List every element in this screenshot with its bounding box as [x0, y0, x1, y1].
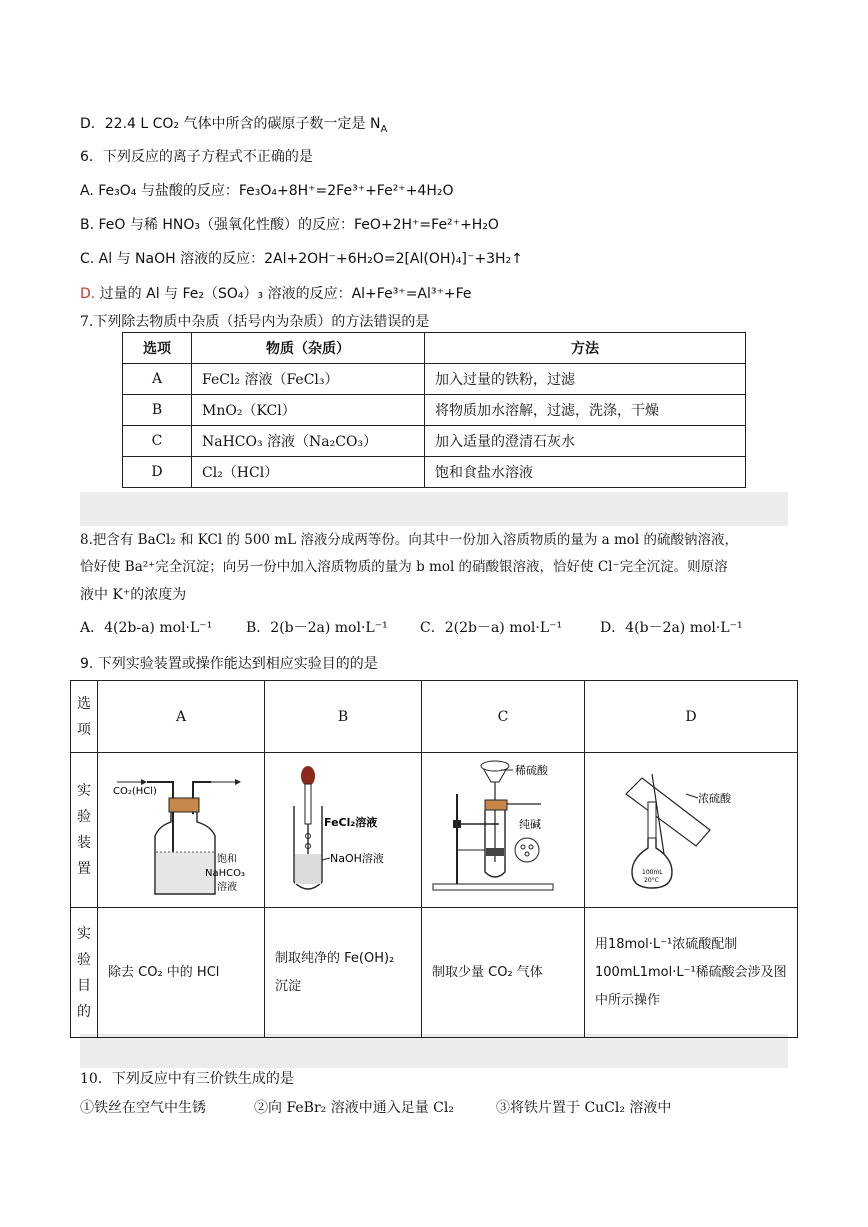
svg-text:纯碱: 纯碱	[519, 818, 541, 831]
svg-text:NaOH溶液: NaOH溶液	[330, 852, 384, 865]
q5-sub: A	[380, 123, 388, 135]
header-option: 选项	[123, 333, 192, 364]
col-a: A	[98, 681, 265, 753]
figure-b	[265, 753, 422, 908]
col-c: C	[422, 681, 585, 753]
table-row: D Cl₂（HCl） 饱和食盐水溶液	[123, 457, 746, 488]
table-header-row	[71, 681, 798, 753]
svg-text:CO₂(HCl): CO₂(HCl)	[113, 786, 157, 797]
q6-option-d-letter: D.	[80, 286, 96, 302]
q6-option-b: B. FeO 与稀 HNO₃（强氧化性酸）的反应：FeO+2H⁺=Fe²⁺+H₂O	[80, 217, 499, 233]
q8-option-b: B．2(b－2a) mol·L⁻¹	[246, 620, 388, 636]
q8-option-c: C．2(2b－a) mol·L⁻¹	[420, 620, 563, 636]
svg-text:溶液: 溶液	[217, 882, 237, 893]
table-row: A FeCl₂ 溶液（FeCl₃） 加入过量的铁粉，过滤	[123, 364, 746, 395]
purpose-c: 制取少量 CO₂ 气体	[422, 908, 585, 1038]
row-purpose-label: 实验目的	[71, 908, 98, 1038]
q9-stem: 9. 下列实验装置或操作能达到相应实验目的的是	[80, 656, 378, 672]
purpose-a: 除去 CO₂ 中的 HCl	[98, 908, 265, 1038]
table-row: B MnO₂（KCl） 将物质加水溶解，过滤，洗涤，干燥	[123, 395, 746, 426]
col-d: D	[585, 681, 798, 753]
table-row	[71, 753, 798, 908]
svg-text:FeCl₂溶液: FeCl₂溶液	[324, 816, 378, 829]
q10-item-2: ②向 FeBr₂ 溶液中通入足量 Cl₂	[254, 1100, 454, 1116]
q5-option-d: D．22.4 L CO₂ 气体中所含的碳原子数一定是 $N_A$	[80, 116, 388, 135]
q8-option-a: A．4(2b-a) mol·L⁻¹	[80, 620, 213, 636]
q6-option-d: D. 过量的 Al 与 Fe₂（SO₄）₃ 溶液的反应：Al+Fe³⁺=Al³⁺+Fe	[80, 286, 472, 302]
svg-text:浓硫酸: 浓硫酸	[698, 792, 731, 805]
test-tube-dropper-icon	[266, 754, 420, 902]
volumetric-flask-pouring-icon	[586, 754, 796, 902]
q6-option-c: C. Al 与 NaOH 溶液的反应：2Al+2OH⁻+6H₂O=2[Al(OH)₄]⁻+3H₂↑	[80, 251, 523, 267]
table-row: C NaHCO₃ 溶液（Na₂CO₃） 加入适量的澄清石灰水	[123, 426, 746, 457]
q7-stem: 7.下列除去物质中杂质（括号内为杂质）的方法错误的是	[80, 314, 430, 330]
svg-text:NaHCO₃: NaHCO₃	[205, 868, 245, 879]
q8-line-3: 液中 K⁺的浓度为	[80, 587, 187, 603]
table-header-row	[123, 333, 746, 364]
q9-gray-band	[80, 1034, 788, 1068]
svg-text:20°C: 20°C	[644, 877, 659, 884]
q10-item-1: ①铁丝在空气中生锈	[80, 1100, 206, 1116]
q7-table	[122, 332, 746, 488]
q10-stem: 10．下列反应中有三价铁生成的是	[80, 1071, 294, 1087]
figure-c	[422, 753, 585, 908]
q8-option-d: D．4(b－2a) mol·L⁻¹	[600, 620, 743, 636]
q10-item-3: ③将铁片置于 CuCl₂ 溶液中	[496, 1100, 672, 1116]
q6-stem: 6．下列反应的离子方程式不正确的是	[80, 149, 313, 165]
col-b: B	[265, 681, 422, 753]
header-method: 方法	[425, 333, 746, 364]
table-row	[71, 908, 798, 1038]
q6-option-a: A. Fe₃O₄ 与盐酸的反应：Fe₃O₄+8H⁺=2Fe³⁺+Fe²⁺+4H₂O	[80, 183, 454, 199]
row-head-label: 选项	[71, 681, 98, 753]
svg-text:稀硫酸: 稀硫酸	[515, 764, 548, 777]
purpose-d: 用18mol·L⁻¹浓硫酸配制 100mL1mol·L⁻¹稀硫酸会涉及图中所示操作	[585, 908, 798, 1038]
row-device-label: 实验装置	[71, 753, 98, 908]
svg-text:100mL: 100mL	[642, 869, 663, 876]
q9-table	[70, 680, 798, 1038]
q7-gray-band	[80, 492, 788, 526]
svg-text:饱和: 饱和	[217, 854, 237, 865]
header-substance: 物质（杂质）	[192, 333, 425, 364]
q8-line-1: 8.把含有 BaCl₂ 和 KCl 的 500 mL 溶液分成两等份。向其中一份加入溶质物质的量为 a mol 的硫酸钠溶液，	[80, 532, 739, 548]
q8-line-2: 恰好使 Ba²⁺完全沉淀；向另一份中加入溶质物质的量为 b mol 的硝酸银溶液，恰好使 Cl⁻完全沉淀。则原溶	[80, 559, 728, 575]
figure-d	[585, 753, 798, 908]
purpose-b: 制取纯净的 Fe(OH)₂ 沉淀	[265, 908, 422, 1038]
gas-washing-bottle-icon	[99, 754, 263, 902]
gas-generator-apparatus-icon	[423, 754, 583, 902]
figure-a	[98, 753, 265, 908]
